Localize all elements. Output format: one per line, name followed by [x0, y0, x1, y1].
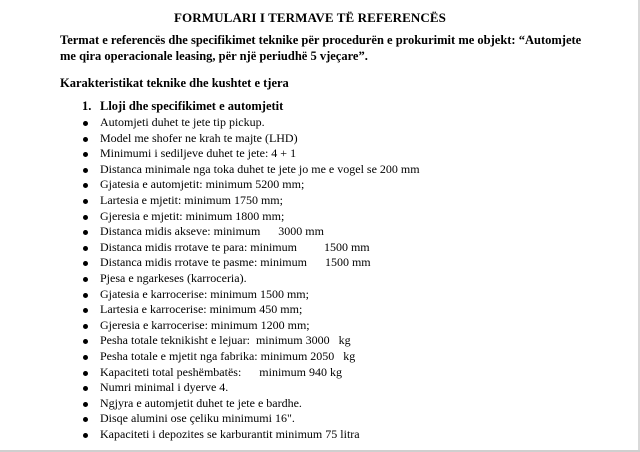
list-item-text: Distanca minimale nga toka duhet te jete jo me e vogel se 200 mm: [100, 161, 420, 176]
bullet-icon: [83, 293, 88, 298]
list-item: [82, 380, 420, 396]
bullet-icon: [83, 137, 88, 142]
list-item: [82, 302, 420, 318]
intro-paragraph: Termat e referencës dhe specifikimet teknike për procedurën e prokurimit me objekt: “Automjete me qira operacionale leasing, për një periudhë 5 vjeçare”.: [60, 33, 582, 63]
list-item: [82, 318, 420, 334]
bullet-icon: [83, 277, 88, 282]
list-item-text: Kapaciteti i depozites se karburantit minimum 75 litra: [100, 426, 360, 441]
list-item-text: Lartesia e mjetit: minimum 1750 mm;: [100, 192, 283, 207]
list-item: [82, 240, 420, 256]
list-item: [82, 193, 420, 209]
list-item: [82, 115, 420, 131]
bullet-icon: [83, 339, 88, 344]
document-title: FORMULARI I TERMAVE TË REFERENCËS: [173, 10, 446, 25]
list-item: [82, 255, 420, 271]
list-item-text: Lartesia e karrocerise: minimum 450 mm;: [100, 302, 303, 317]
list-item: [82, 287, 420, 303]
bullet-icon: [83, 324, 88, 329]
list-item-text: Kapaciteti total peshëmbatës: minimum 940 kg: [100, 364, 342, 379]
list-item: [82, 162, 420, 178]
list-item-text: Pesha totale teknikisht e lejuar: minimum 3000 kg: [100, 333, 351, 348]
list-item: [82, 333, 420, 349]
bullet-icon: [83, 371, 88, 376]
list-item-text: Pjesa e ngarkeses (karroceria).: [100, 270, 247, 285]
list-item-text: Gjatesia e automjetit: minimum 5200 mm;: [100, 177, 305, 192]
bullet-icon: [83, 308, 88, 313]
numbered-heading-label: Lloji dhe specifikimet e automjetit: [100, 99, 284, 113]
list-item-text: Minimumi i sediljeve duhet te jete: 4 + 1: [100, 146, 297, 161]
list-item: [82, 271, 420, 287]
list-item: [82, 396, 420, 412]
bullet-icon: [83, 183, 88, 188]
numbered-heading-number: 1.: [82, 99, 92, 113]
numbered-heading: [82, 99, 283, 114]
bullet-icon: [83, 230, 88, 235]
list-item-text: Ngjyra e automjetit duhet te jete e bardhe.: [100, 395, 302, 410]
bullet-icon: [83, 417, 88, 422]
list-item: [82, 131, 420, 147]
list-item: [82, 146, 420, 162]
bullet-icon: [83, 199, 88, 204]
list-item-text: Disqe alumini ose çeliku minimumi 16".: [100, 411, 295, 426]
list-item: [82, 427, 420, 443]
list-item: [82, 349, 420, 365]
list-item: [82, 224, 420, 240]
bullet-icon: [83, 261, 88, 266]
list-item: [82, 411, 420, 427]
list-item-text: Gjeresia e karrocerise: minimum 1200 mm;: [100, 317, 310, 332]
list-item-text: Gjeresia e mjetit: minimum 1800 mm;: [100, 208, 285, 223]
bullet-icon: [83, 168, 88, 173]
list-item: [82, 209, 420, 225]
list-item-text: Distanca midis akseve: minimum 3000 mm: [100, 224, 324, 239]
bullet-icon: [83, 386, 88, 391]
list-item-text: Distanca midis rrotave te pasme: minimum 1500 mm: [100, 255, 371, 270]
bullet-icon: [83, 433, 88, 438]
list-item-text: Pesha totale e mjetit nga fabrika: minimum 2050 kg: [100, 348, 356, 363]
bullet-icon: [83, 121, 88, 126]
list-item-text: Automjeti duhet te jete tip pickup.: [100, 115, 265, 129]
specification-list: [82, 115, 420, 442]
bullet-icon: [83, 355, 88, 360]
bullet-icon: [83, 246, 88, 251]
bullet-icon: [83, 215, 88, 220]
list-item: [82, 177, 420, 193]
bullet-icon: [83, 402, 88, 407]
list-item-text: Model me shofer ne krah te majte (LHD): [100, 130, 298, 145]
section-heading: Karakteristikat teknike dhe kushtet e tjera: [60, 76, 289, 90]
bullet-icon: [83, 152, 88, 157]
list-item-text: Distanca midis rrotave te para: minimum 1500 mm: [100, 239, 370, 254]
list-item-text: Numri minimal i dyerve 4.: [100, 380, 229, 395]
list-item-text: Gjatesia e karrocerise: minimum 1500 mm;: [100, 286, 309, 301]
list-item: [82, 365, 420, 381]
